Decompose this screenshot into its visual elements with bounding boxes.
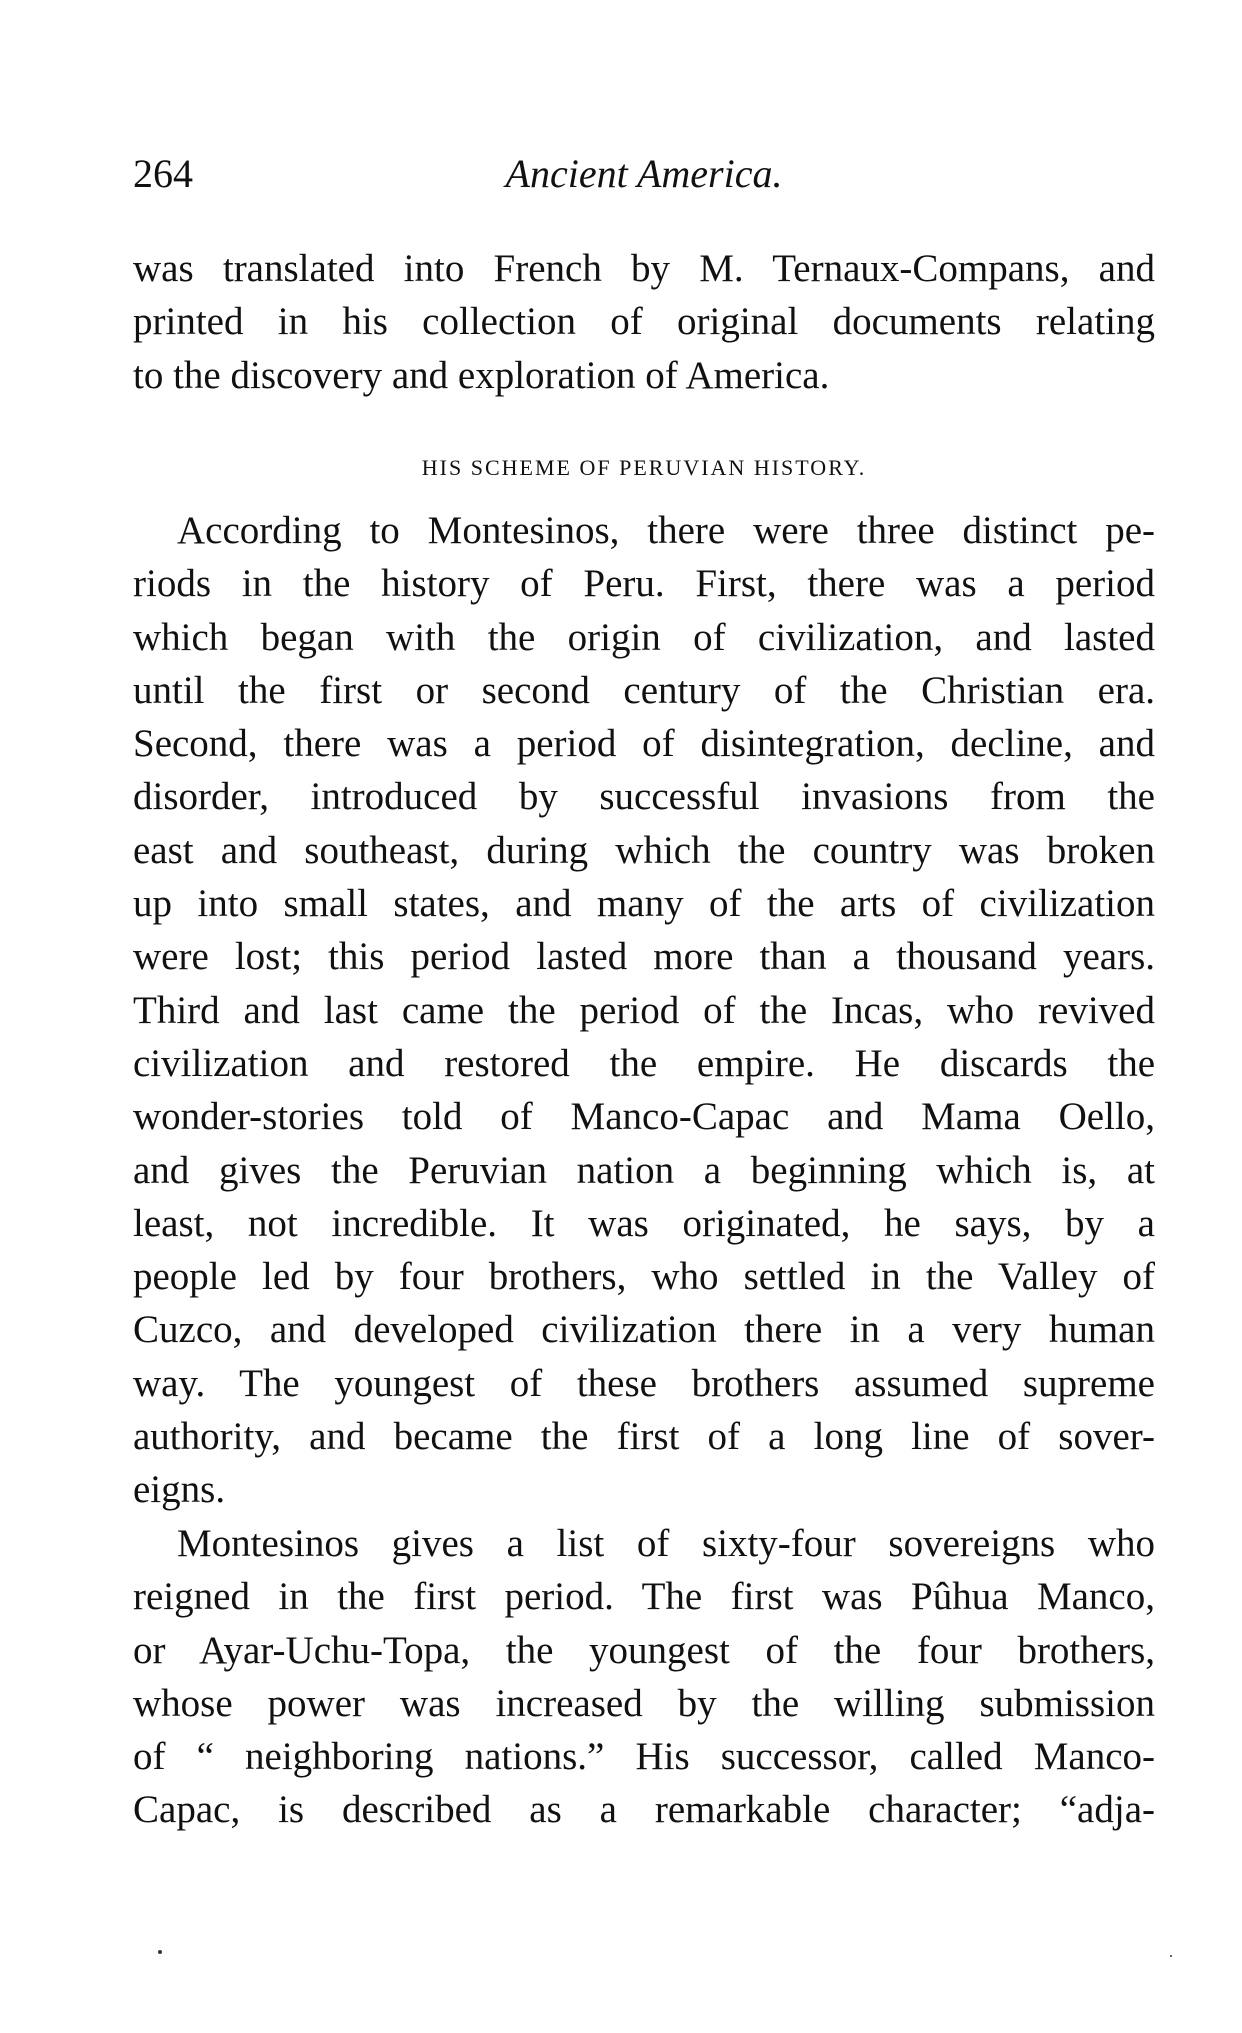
text-line: and gives the Peruvian nation a beginning which is, at [133, 1148, 1155, 1192]
text-line: Montesinos gives a list of sixty-four sovereigns who [177, 1522, 1155, 1565]
text-line: or Ayar-Uchu-Topa, the youngest of the four brothers, [133, 1628, 1155, 1672]
text-line: until the first or second century of the Christian era. [133, 668, 1155, 712]
text-line: was translated into French by M. Ternaux-Compans, and [133, 247, 1155, 290]
text-line: printed in his collection of original documents relating [133, 300, 1155, 344]
text-line: reigned in the first period. The first was Pûhua Manco, [133, 1575, 1155, 1619]
text-line: which began with the origin of civilization, and lasted [133, 615, 1155, 659]
text-line: of “ neighboring nations.” His successor, called Manco- [133, 1735, 1155, 1779]
text-line: Second, there was a period of disintegration, decline, and [133, 722, 1155, 766]
paragraph-periods [133, 504, 1155, 1517]
text-line: Cuzco, and developed civilization there in a very human [133, 1308, 1155, 1352]
running-title: Ancient America. [505, 151, 783, 196]
paragraph-continued [133, 242, 1155, 402]
page-number: 264 [133, 151, 193, 196]
text-line: whose power was increased by the willing submission [133, 1681, 1155, 1725]
text-line: least, not incredible. It was originated, he says, by a [133, 1201, 1155, 1245]
text-line: were lost; this period lasted more than a thousand years. [133, 935, 1155, 979]
text-line: Third and last came the period of the Incas, who revived [133, 988, 1155, 1032]
text-line: wonder-stories told of Manco-Capac and Mama Oello, [133, 1095, 1155, 1139]
print-speck [1170, 1955, 1172, 1957]
running-header [133, 150, 1155, 200]
print-speck [158, 1950, 162, 1954]
text-line: east and southeast, during which the country was broken [133, 828, 1155, 872]
text-line: riods in the history of Peru. First, there was a period [133, 562, 1155, 606]
text-line: authority, and became the first of a long line of sover- [133, 1415, 1155, 1459]
text-line: up into small states, and many of the arts of civilization [133, 882, 1155, 926]
text-line: Capac, is described as a remarkable character; “adja- [133, 1788, 1155, 1832]
text-line: people led by four brothers, who settled in the Valley of [133, 1255, 1155, 1299]
section-heading: HIS SCHEME OF PERUVIAN HISTORY. [421, 455, 867, 480]
text-line: to the discovery and exploration of America. [133, 353, 830, 397]
text-line: civilization and restored the empire. He discards the [133, 1041, 1155, 1085]
text-line: disorder, introduced by successful invasions from the [133, 775, 1155, 819]
text-line: eigns. [133, 1468, 226, 1512]
text-line: way. The youngest of these brothers assumed supreme [133, 1361, 1155, 1405]
text-line: According to Montesinos, there were three distinct pe- [177, 509, 1155, 552]
paragraph-sovereigns [133, 1517, 1155, 1837]
